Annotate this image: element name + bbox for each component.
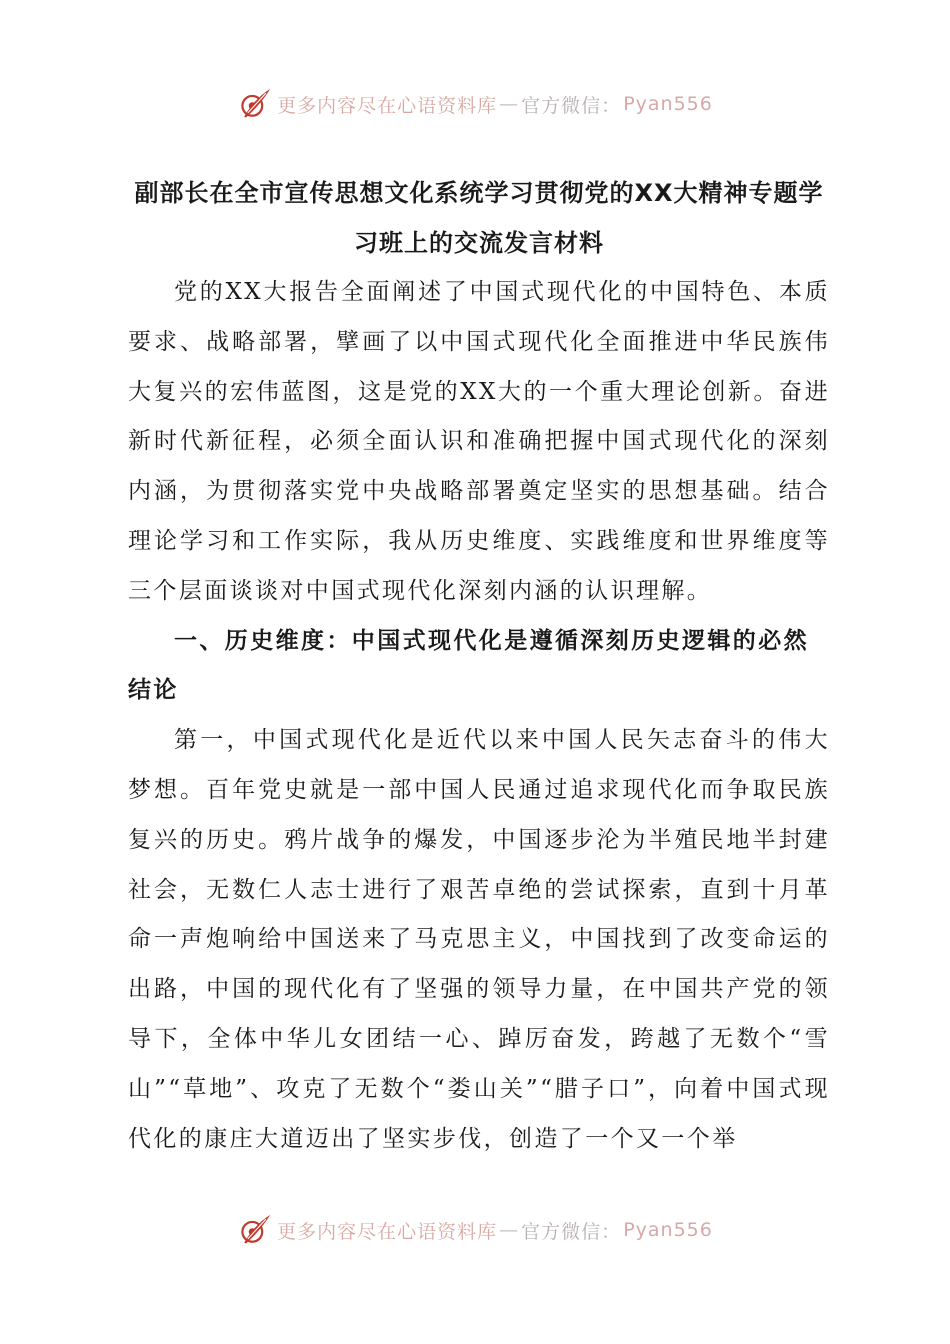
section-heading: 一、历史维度：中国式现代化是遵循深刻历史逻辑的必然结论 (128, 627, 809, 704)
watermark-banner-bottom (0, 1210, 950, 1250)
watermark-contact-label: 官方微信： (521, 94, 622, 117)
watermark-brand: 更多内容尽在心语资料库 (277, 1220, 498, 1243)
watermark-separator: — (499, 1219, 520, 1241)
watermark-handle: Pyan556 (623, 93, 713, 115)
watermark-separator: — (499, 93, 520, 115)
document-title: 副部长在全市宣传思想文化系统学习贯彻党的XX大精神专题学习班上的交流发言材料 (134, 179, 824, 257)
quill-logo-icon (237, 1212, 273, 1248)
watermark-brand: 更多内容尽在心语资料库 (277, 94, 498, 117)
watermark-handle: Pyan556 (623, 1219, 713, 1241)
body-paragraph: 第一，中国式现代化是近代以来中国人民矢志奋斗的伟大梦想。百年党史就是一部中国人民通过追求现代化而争取民族复兴的历史。鸦片战争的爆发，中国逐步沦为半殖民地半封建社会，无数仁人志士进行了艰苦卓绝的尝试探索，直到十月革命一声炮响给中国送来了马克思主义，中国找到了改变命运的出路，中国的现代化有了坚强的领导力量，在中国共产党的领导下，全体中华儿女团结一心、踔厉奋发，跨越了无数个“雪山”“草地”、攻克了无数个“娄山关”“腊子口”，向着中国式现代化的康庄大道迈出了坚实步伐，创造了一个又一个举 (128, 727, 830, 1152)
watermark-contact-label: 官方微信： (521, 1220, 622, 1243)
document-body (128, 168, 830, 1164)
intro-paragraph: 党的XX大报告全面阐述了中国式现代化的中国特色、本质要求、战略部署，擘画了以中国式现代化全面推进中华民族伟大复兴的宏伟蓝图，这是党的XX大的一个重大理论创新。奋进新时代新征程，必须全面认识和准确把握中国式现代化的深刻内涵，为贯彻落实党中央战略部署奠定坚实的思想基础。结合理论学习和工作实际，我从历史维度、实践维度和世界维度等三个层面谈谈对中国式现代化深刻内涵的认识理解。 (128, 279, 830, 604)
watermark-banner-top (0, 84, 950, 124)
quill-logo-icon (237, 86, 273, 122)
